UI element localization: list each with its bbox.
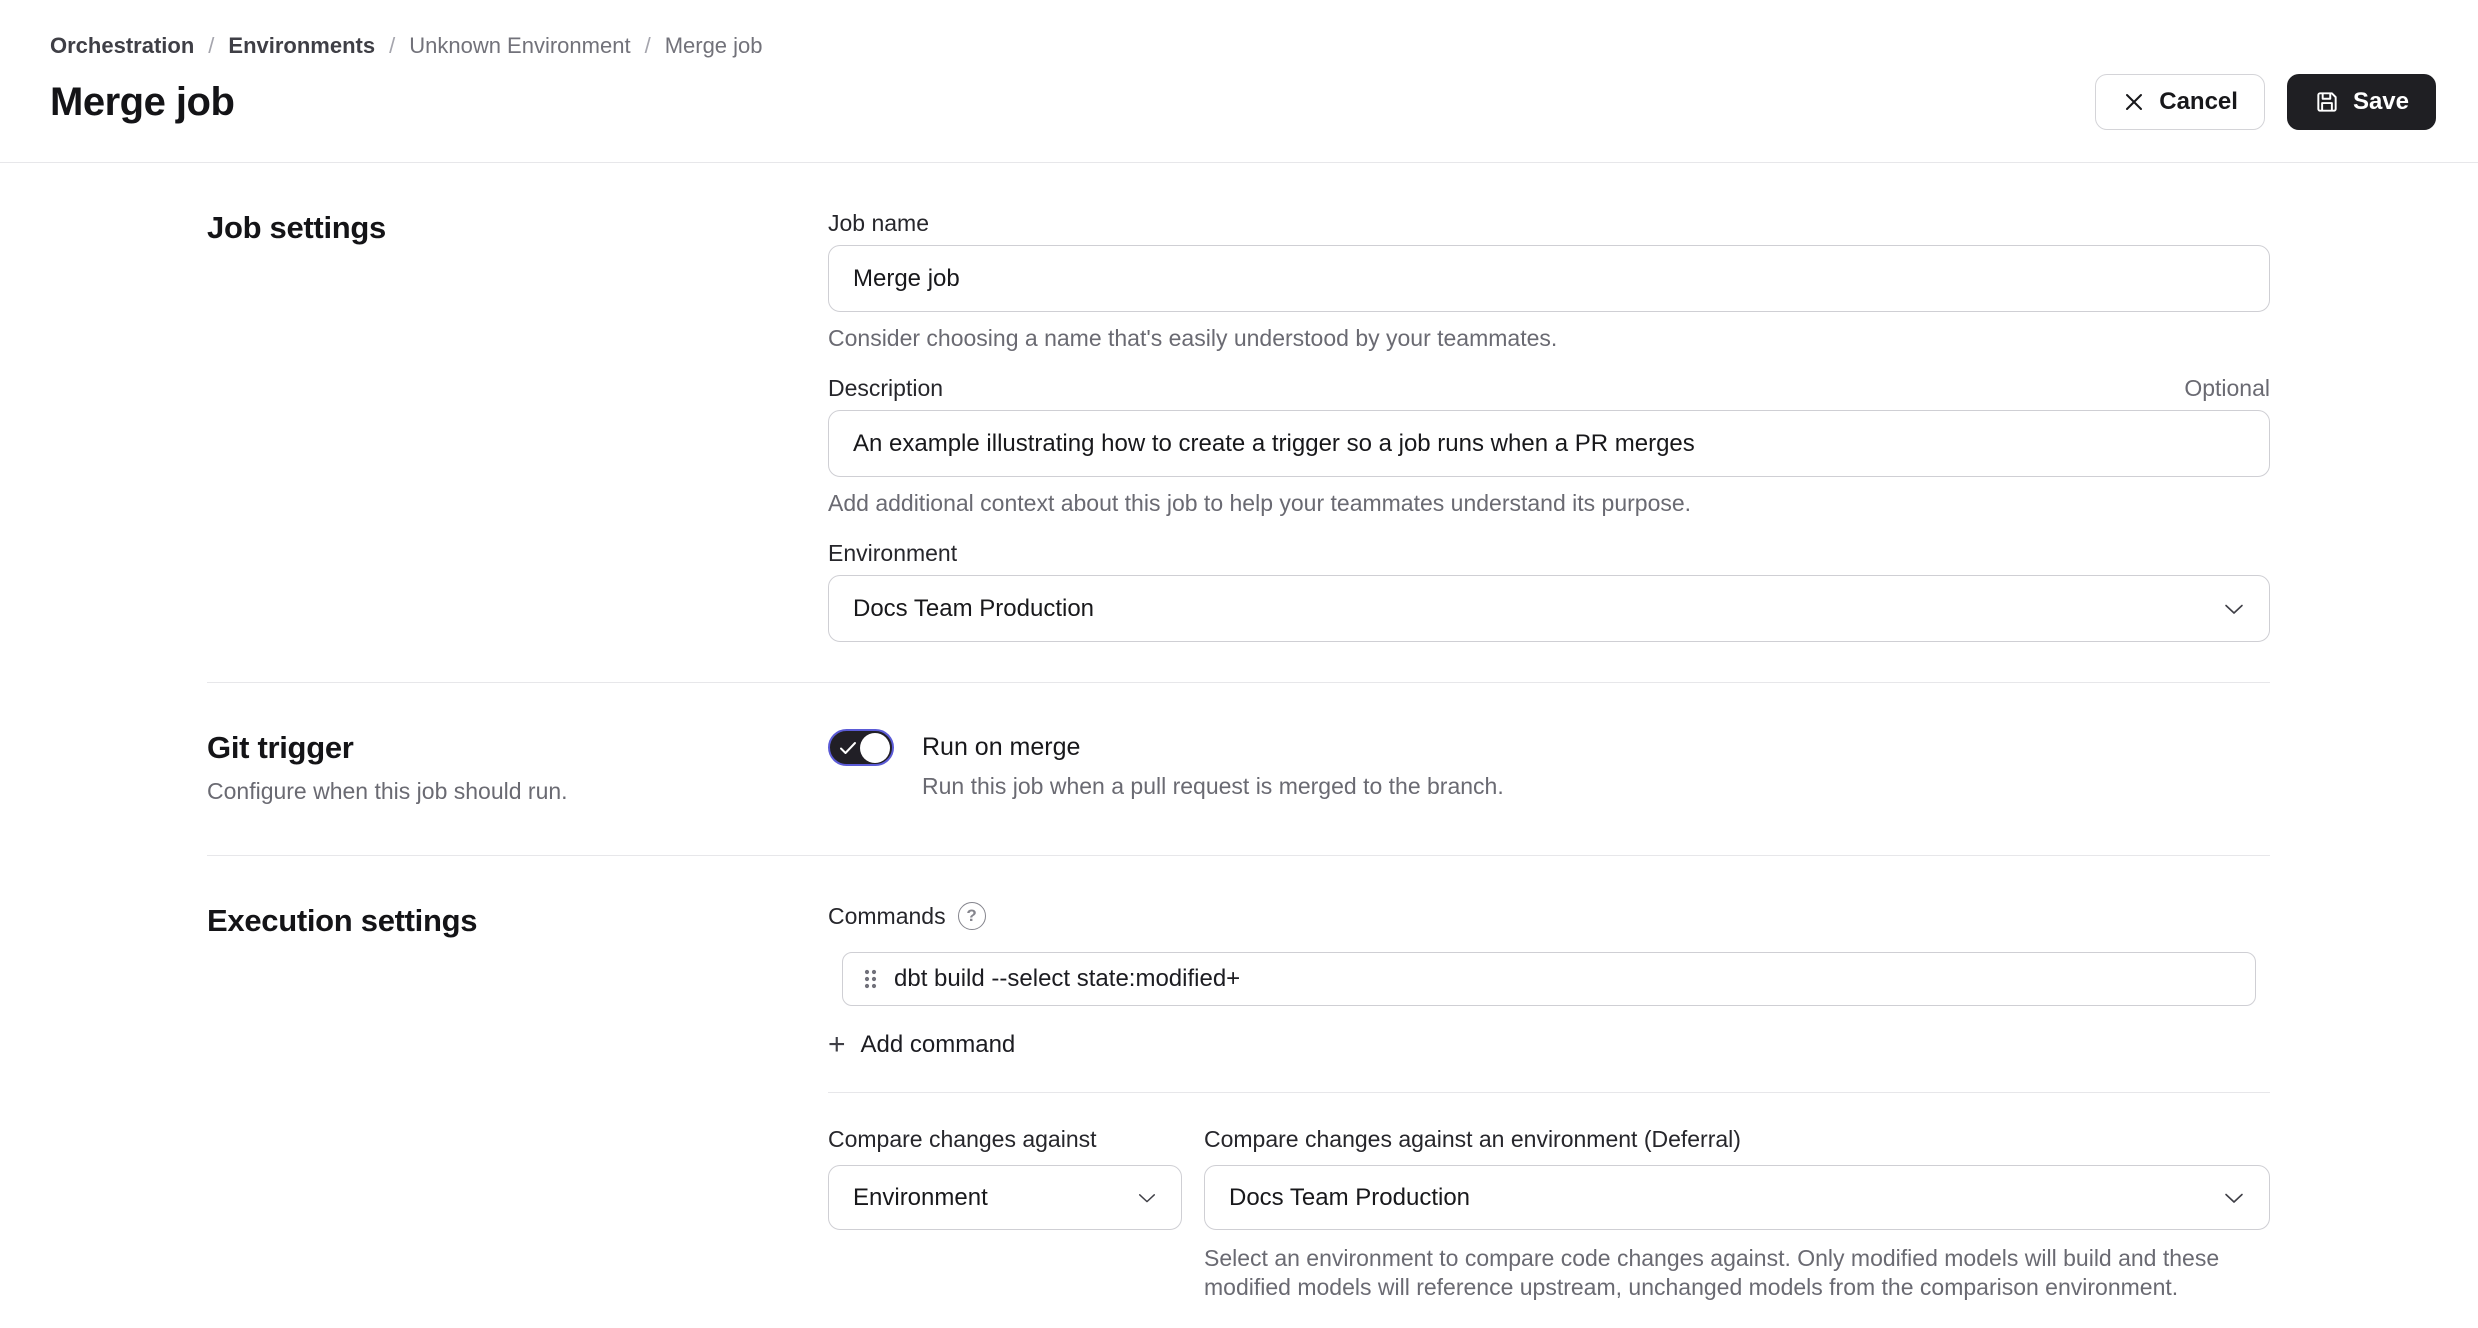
deferral-group xyxy=(1204,1125,2270,1302)
chevron-down-icon xyxy=(2223,1191,2245,1205)
commands-divider xyxy=(828,1092,2270,1093)
deferral-environment-select[interactable] xyxy=(1204,1165,2270,1230)
deferral-helper: Select an environment to compare code changes against. Only modified models will build and these modified models will reference upstream, unchanged models from the comparison environment. xyxy=(1204,1245,2220,1300)
breadcrumb-environments[interactable]: Environments xyxy=(228,33,376,58)
git-trigger-heading: Git trigger xyxy=(207,730,354,765)
breadcrumb-separator: / xyxy=(644,33,651,58)
save-button-label: Save xyxy=(2352,88,2409,115)
save-button[interactable] xyxy=(2287,74,2436,130)
help-icon[interactable]: ? xyxy=(958,902,986,930)
breadcrumb-unknown-environment[interactable]: Unknown Environment xyxy=(409,33,631,58)
command-row[interactable] xyxy=(842,952,2256,1006)
breadcrumb-orchestration[interactable]: Orchestration xyxy=(50,33,195,58)
chevron-down-icon xyxy=(2223,602,2245,616)
run-on-merge-toggle[interactable] xyxy=(828,729,894,766)
toggle-knob xyxy=(860,733,890,763)
job-name-helper: Consider choosing a name that's easily understood by your teammates. xyxy=(828,325,1558,351)
chevron-down-icon xyxy=(1137,1191,1157,1204)
environment-select-value: Docs Team Production xyxy=(853,594,1095,622)
compare-changes-select-value: Environment xyxy=(853,1183,988,1211)
commands-label: Commands xyxy=(828,903,946,929)
plus-icon: + xyxy=(828,1028,846,1061)
save-disk-icon xyxy=(2314,89,2340,115)
cancel-button[interactable] xyxy=(2095,74,2265,130)
close-icon xyxy=(2122,90,2146,114)
description-helper: Add additional context about this job to help your teammates understand its purpose. xyxy=(828,490,1692,516)
breadcrumb-separator: / xyxy=(389,33,396,58)
execution-settings-heading: Execution settings xyxy=(207,903,478,938)
section-git-trigger xyxy=(207,682,2270,855)
drag-handle-icon[interactable] xyxy=(863,968,878,990)
breadcrumb-separator: / xyxy=(208,33,215,58)
header-actions xyxy=(2095,74,2436,130)
main-content xyxy=(0,163,2478,1328)
job-name-group xyxy=(828,209,2270,352)
section-execution-settings xyxy=(207,855,2270,1328)
compare-changes-select[interactable] xyxy=(828,1165,1182,1230)
job-settings-heading: Job settings xyxy=(207,210,386,245)
environment-group xyxy=(828,539,2270,642)
description-input[interactable] xyxy=(828,410,2270,477)
cancel-button-label: Cancel xyxy=(2159,88,2238,115)
checkmark-icon xyxy=(839,741,857,755)
deferral-select-value: Docs Team Production xyxy=(1229,1183,1471,1211)
job-name-input[interactable] xyxy=(828,245,2270,312)
add-command-button[interactable] xyxy=(828,1030,1015,1060)
job-name-label: Job name xyxy=(828,210,930,236)
breadcrumb-current-page: Merge job xyxy=(664,33,763,58)
page-header xyxy=(0,0,2478,163)
optional-badge: Optional xyxy=(2184,375,2270,401)
run-on-merge-label: Run on merge xyxy=(922,733,1081,761)
environment-select[interactable] xyxy=(828,575,2270,642)
description-label: Description xyxy=(828,375,944,401)
environment-label: Environment xyxy=(828,540,958,566)
section-job-settings xyxy=(207,163,2270,682)
compare-changes-label: Compare changes against xyxy=(828,1126,1097,1152)
breadcrumb xyxy=(50,32,2436,60)
git-trigger-subheading: Configure when this job should run. xyxy=(207,778,568,804)
compare-changes-group xyxy=(828,1125,1182,1302)
page-title: Merge job xyxy=(50,79,235,124)
deferral-label: Compare changes against an environment (Deferral) xyxy=(1204,1126,1741,1152)
add-command-label: Add command xyxy=(860,1031,1016,1058)
run-on-merge-helper: Run this job when a pull request is merged to the branch. xyxy=(922,773,1504,799)
command-input[interactable]: dbt build --select state:modified+ xyxy=(894,965,1241,992)
description-group xyxy=(828,374,2270,517)
